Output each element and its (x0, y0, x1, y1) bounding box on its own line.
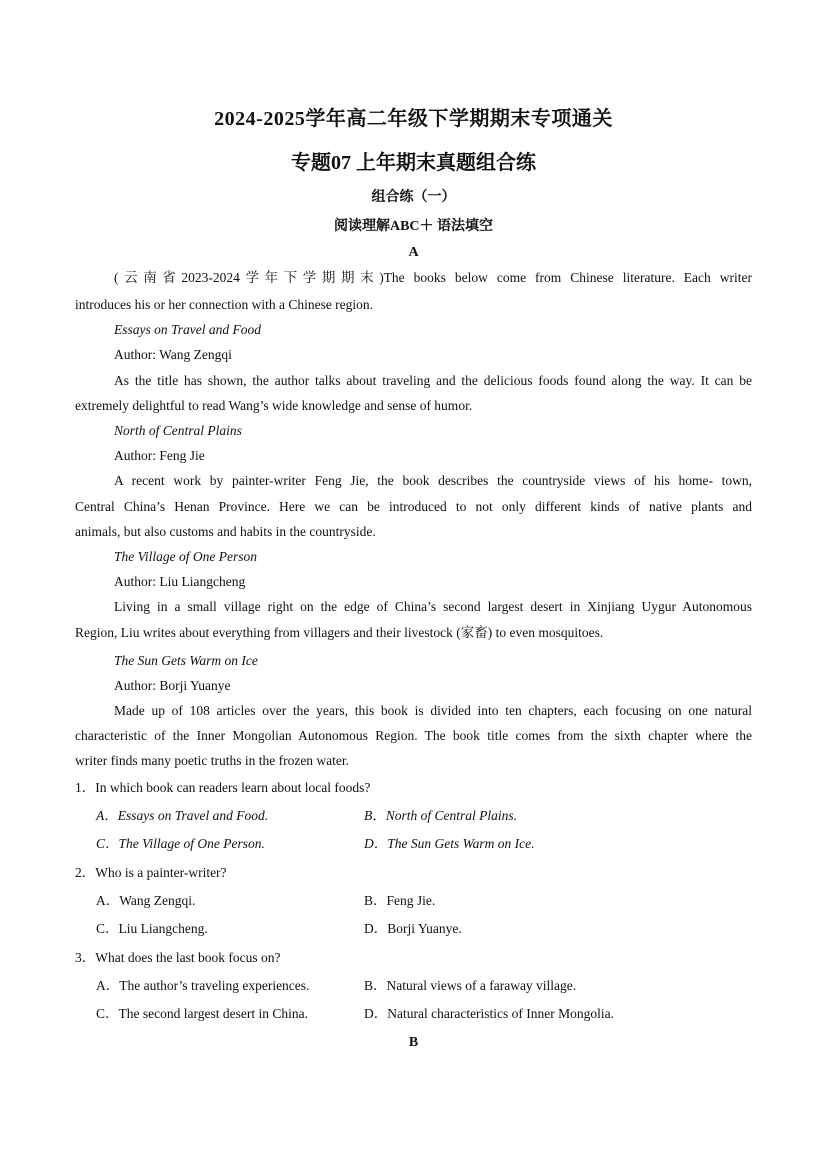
book-description-line: Made up of 108 articles over the years, this book is divided into ten chapters, each focusing on one natural (114, 703, 752, 718)
book-author: Author: Liu Liangcheng (114, 574, 246, 589)
option-a[interactable]: A．The author’s traveling experiences. (96, 978, 310, 993)
book-author: Author: Feng Jie (114, 448, 205, 463)
book-description-line: extremely delightful to read Wang’s wide knowledge and sense of humor. (75, 398, 473, 413)
book-title: North of Central Plains (114, 423, 242, 438)
book-description-line: As the title has shown, the author talks about traveling and the delicious foods found along the way. It can be (114, 373, 752, 388)
option-b[interactable]: B．Feng Jie. (364, 893, 436, 908)
question-stem: 1．In which book can readers learn about local foods? (75, 780, 371, 795)
book-description-line: characteristic of the Inner Mongolian Autonomous Region. The book title comes from the sixth chapter where the (75, 728, 752, 743)
option-d[interactable]: D．Natural characteristics of Inner Mongolia. (364, 1006, 615, 1021)
option-b[interactable]: B．North of Central Plains. (364, 808, 518, 823)
option-d[interactable]: D．The Sun Gets Warm on Ice. (364, 836, 535, 851)
option-c[interactable]: C．Liu Liangcheng. (96, 921, 208, 936)
book-description-line: writer finds many poetic truths in the frozen water. (75, 753, 350, 768)
passage-a-label: A (408, 245, 419, 260)
book-description-line: A recent work by painter-writer Feng Jie, the book describes the countryside views of his home- town, (114, 473, 752, 488)
book-description-line: Region, Liu writes about everything from villagers and their livestock (家畜) to even mosquitoes. (75, 625, 604, 640)
question-stem: 3．What does the last book focus on? (75, 950, 281, 965)
passage-b-label: B (408, 1035, 419, 1050)
book-description-line: animals, but also customs and habits in the countryside. (75, 524, 376, 539)
book-title: Essays on Travel and Food (114, 322, 261, 337)
section-type-heading: 阅读理解ABC＋ 语法填空 (333, 219, 494, 234)
intro-text-line: introduces his or her connection with a Chinese region. (75, 297, 374, 312)
option-d[interactable]: D．Borji Yuanye. (364, 921, 462, 936)
book-title: The Sun Gets Warm on Ice (114, 653, 258, 668)
book-author: Author: Wang Zengqi (114, 347, 232, 362)
option-a[interactable]: A．Essays on Travel and Food. (96, 808, 269, 823)
book-author: Author: Borji Yuanye (114, 678, 231, 693)
book-title: The Village of One Person (114, 549, 257, 564)
book-description-line: Living in a small village right on the edge of China’s second largest desert in Xinjiang Uygur Autonomous (114, 599, 752, 614)
option-c[interactable]: C．The Village of One Person. (96, 836, 265, 851)
group-heading: 组合练（一） (371, 190, 456, 205)
intro-text-line: (云南省2023-2024学年下学期期末)The books below come from Chinese literature. Each writer (114, 270, 752, 285)
option-a[interactable]: A．Wang Zengqi. (96, 893, 196, 908)
question-stem: 2．Who is a painter-writer? (75, 865, 227, 880)
option-b[interactable]: B．Natural views of a faraway village. (364, 978, 577, 993)
document-title: 2024-2025学年高二年级下学期期末专项通关 (214, 108, 613, 130)
book-description-line: Central China’s Henan Province. Here we can be introduced to not only different kinds of native plants and (75, 499, 752, 514)
option-c[interactable]: C．The second largest desert in China. (96, 1006, 308, 1021)
document-subtitle: 专题07 上年期末真题组合练 (291, 152, 536, 174)
